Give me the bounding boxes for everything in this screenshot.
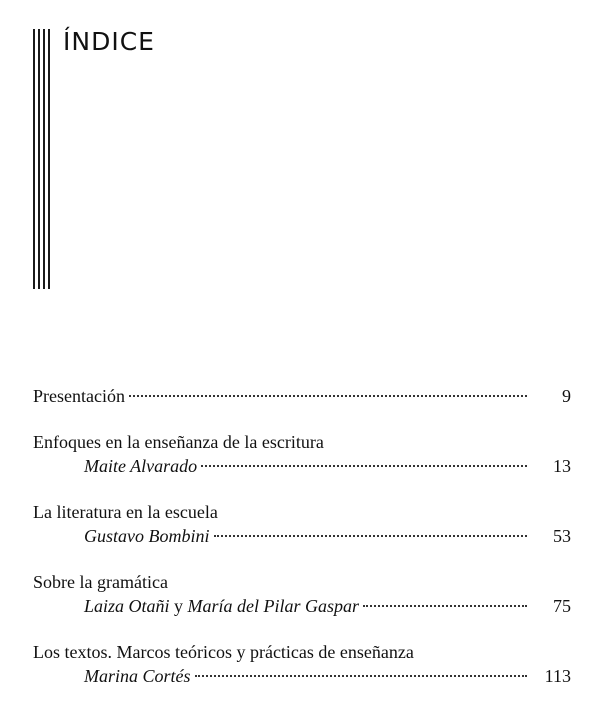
toc-entry-author: María del Pilar Gaspar [187,596,360,616]
toc-entry [33,500,571,548]
toc-entry-title: La literatura en la escuela [33,502,218,522]
toc-page-number: 53 [553,526,571,546]
decorative-bar [38,29,40,289]
toc-entry-title: Presentación [33,386,125,406]
author-conjunction: y [174,596,184,616]
toc-page-number: 113 [544,666,571,686]
toc-page-number: 75 [553,596,571,616]
toc-entry-author: Gustavo Bombini [84,526,210,546]
toc-title-line [33,500,571,524]
dot-leader [363,605,527,607]
toc-title-line [33,570,571,594]
dot-leader [214,535,528,537]
toc-title-line [33,430,571,454]
toc-entry [33,384,571,408]
toc-entry [33,430,571,478]
dot-leader [129,395,527,397]
toc-entry-title: Los textos. Marcos teóricos y prácticas de enseñanza [33,642,414,662]
toc-entry [33,640,571,688]
toc-entry-title: Enfoques en la enseñanza de la escritura [33,432,324,452]
decorative-bars [33,29,50,289]
toc-line[interactable] [33,664,571,688]
toc-entry-title: Sobre la gramática [33,572,168,592]
table-of-contents [33,384,571,710]
decorative-bar [43,29,45,289]
toc-entry-authors [84,594,359,618]
toc-page-number: 9 [562,386,571,406]
decorative-bar [48,29,50,289]
dot-leader [195,675,527,677]
toc-line[interactable] [33,524,571,548]
toc-page-number: 13 [553,456,571,476]
toc-line[interactable] [33,384,571,408]
toc-title-line [33,640,571,664]
toc-entry-author: Maite Alvarado [84,456,198,476]
decorative-bar [33,29,35,289]
toc-line[interactable] [33,594,571,618]
toc-entry-author: Marina Cortés [84,666,191,686]
page-title: ÍNDICE [63,27,155,56]
toc-line[interactable] [33,454,571,478]
toc-entry [33,570,571,618]
dot-leader [201,465,527,467]
toc-entry-author: Laiza Otañi [84,596,170,616]
